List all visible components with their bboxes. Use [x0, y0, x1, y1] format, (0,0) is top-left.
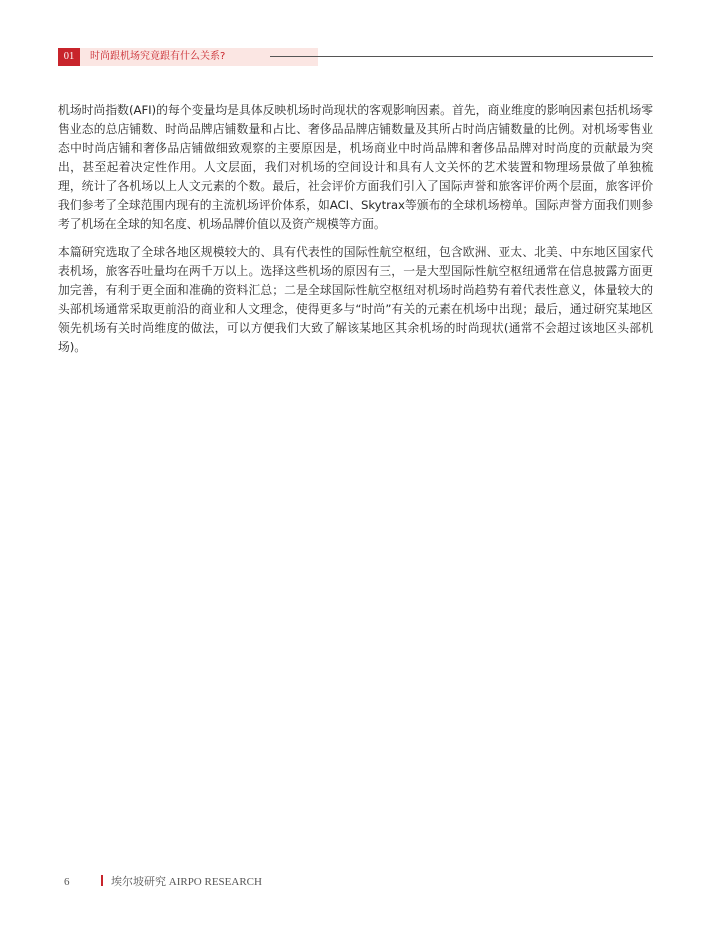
article-body — [58, 101, 653, 366]
page-number: 6 — [64, 876, 70, 888]
header-divider — [270, 56, 653, 57]
footer-separator — [101, 875, 103, 886]
publisher-name: 埃尔坡研究 AIRPO RESEARCH — [111, 876, 262, 888]
page-header — [58, 48, 653, 66]
page-footer — [64, 873, 262, 891]
body-paragraph: 机场时尚指数(AFI)的每个变量均是具体反映机场时尚现状的客观影响因素。首先，商业维度的影响因素包括机场零售业态的总店铺数、时尚品牌店铺数量和占比、奢侈品品牌店铺数量及其所占时尚店铺数量的比例。对机场零售业态中时尚店铺和奢侈品店铺做细致观察的主要原因是，机场商业中时尚品牌和奢侈品品牌对时尚度的贡献最为突出，甚至起着决定性作用。人文层面，我们对机场的空间设计和具有人文关怀的艺术装置和物理场景做了单独梳理，统计了各机场以上人文元素的个数。最后，社会评价方面我们引入了国际声誉和旅客评价两个层面，旅客评价我们参考了全球范围内现有的主流机场评价体系，如ACI、Skytrax等颁布的全球机场榜单。国际声誉方面我们则参考了机场在全球的知名度、机场品牌价值以及资产规模等方面。 — [58, 103, 653, 231]
section-title: 时尚跟机场究竟跟有什么关系? — [80, 48, 318, 66]
body-paragraph: 本篇研究选取了全球各地区规模较大的、具有代表性的国际性航空枢纽，包含欧洲、亚太、北美、中东地区国家代表机场，旅客吞吐量均在两千万以上。选择这些机场的原因有三，一是大型国际性航空枢纽通常在信息披露方面更加完善，有利于更全面和准确的资料汇总；二是全球国际性航空枢纽对机场时尚趋势有着代表性意义，体量较大的头部机场通常采取更前沿的商业和人文理念，使得更多与“时尚”有关的元素在机场中出现；最后，通过研究某地区领先机场有关时尚维度的做法，可以方便我们大致了解该某地区其余机场的时尚现状(通常不会超过该地区头部机场)。 — [58, 245, 653, 354]
section-number-badge: 01 — [58, 48, 80, 66]
